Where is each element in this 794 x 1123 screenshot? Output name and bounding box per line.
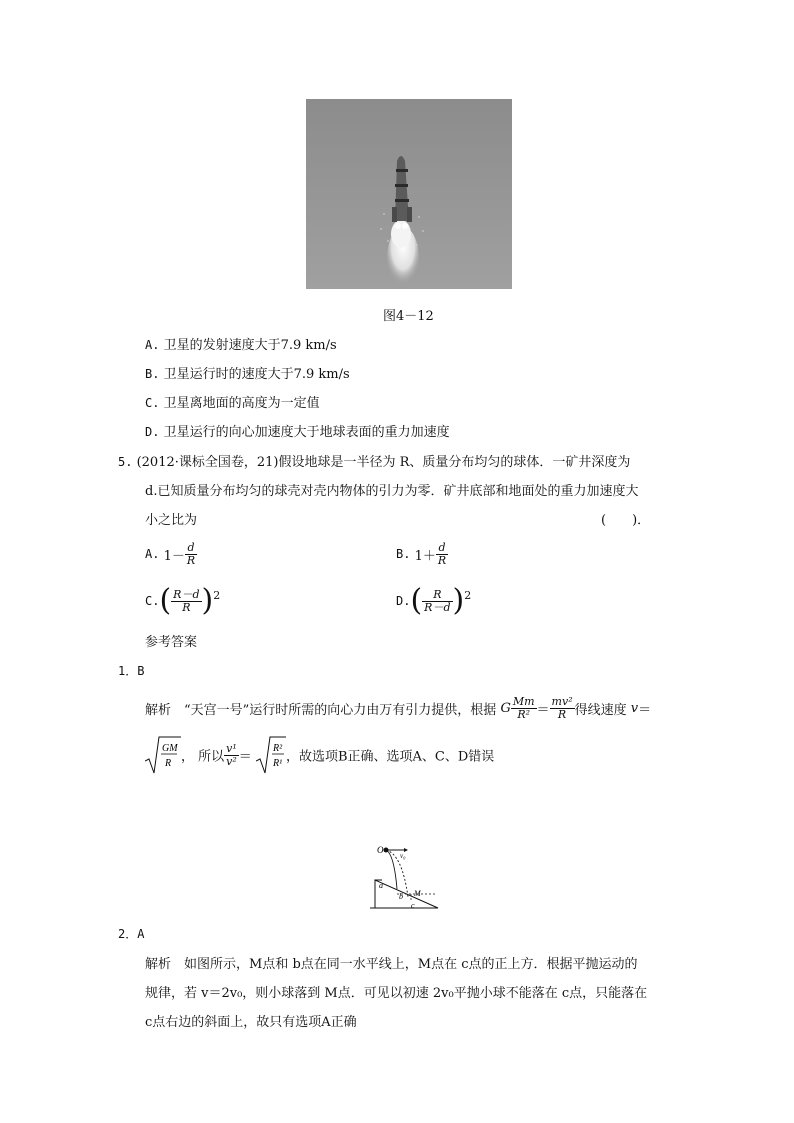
label-o: O (377, 845, 384, 855)
svg-text:R: R (165, 758, 172, 769)
label-b: b (399, 892, 403, 901)
q4-option-a[interactable]: A. 卫星的发射速度大于7.9 km/s (145, 338, 337, 353)
q5-line-1: 5. (2012·课标全国卷，21)假设地球是一半径为 R、质量分布均匀的球体．一矿井深度为 (118, 455, 631, 470)
answer-2-explanation-line-3: c点右边的斜面上，故只有选项A正确 (145, 1015, 357, 1030)
sqrt-gm-over-r (145, 735, 181, 775)
label-c: c (411, 901, 415, 910)
q5-option-d[interactable]: D.( $\frac{R}{R-d}$ )$^2$ (396, 583, 472, 618)
fraction-d-over-r: $\frac{d}{R}$ (437, 541, 447, 567)
rocket-launch-photo (306, 99, 512, 289)
fraction-mm-over-r2: $\frac{Mm}{\text{R²}}$ (512, 695, 535, 721)
q4-option-b[interactable]: B. 卫星运行时的速度大于7.9 km/s (145, 367, 350, 382)
svg-text:GM: GM (162, 743, 178, 754)
answer-2-number: 2．A (118, 927, 145, 941)
answer-1-explanation-line-2: GM R ， 所以 $\frac{\text{v¹}}{\text{v²}}$ ＝ R² R¹ ，故选项B正确、选项A、C、D错误 (145, 735, 494, 775)
fraction-mv2-over-r: $\frac{\text{mv²}}{R}$ (551, 695, 573, 721)
fraction-r-minus-d-over-r: $\frac{R-d}{R}$ (173, 587, 200, 614)
label-v0: v₀ (400, 852, 406, 860)
answers-heading: 参考答案 (145, 635, 198, 650)
q5-option-c[interactable]: C.( $\frac{R-d}{R}$ )$^2$ (145, 583, 221, 618)
projectile-diagram (370, 842, 440, 916)
label-m: M (414, 889, 421, 898)
svg-text:R²: R² (272, 743, 283, 754)
figure-caption: 图4－12 (383, 309, 434, 324)
svg-text:R¹: R¹ (272, 758, 283, 769)
answer-2-explanation-line-2: 规律，若 v＝2v₀，则小球落到 M点．可见以初速 2v₀平抛小球不能落在 c点，只能落在 (145, 986, 648, 1001)
q4-option-d[interactable]: D. 卫星运行的向心加速度大于地球表面的重力加速度 (145, 425, 450, 440)
answer-blank: ( )． (601, 513, 651, 528)
rocket-illustration (306, 99, 512, 289)
q4-option-c[interactable]: C. 卫星离地面的高度为一定值 (145, 396, 320, 411)
fraction-r-over-r-minus-d: $\frac{R}{R-d}$ (424, 587, 451, 614)
q5-option-a[interactable]: A. 1－ $\frac{d}{R}$ (145, 541, 196, 567)
fraction-v1-over-v2: $\frac{\text{v¹}}{\text{v²}}$ (226, 741, 237, 768)
answer-2-explanation-line-1: 解析 如图所示，M点和 b点在同一水平线上，M点在 c点的正上方．根据平抛运动的 (145, 957, 638, 972)
q5-line-3: 小之比为 (145, 513, 198, 528)
q5-option-b[interactable]: B. 1＋ $\frac{d}{R}$ (396, 541, 447, 567)
label-a: a (379, 881, 383, 890)
q5-line-2: d.已知质量分布均匀的球壳对壳内物体的引力为零．矿井底部和地面处的重力加速度大 (145, 484, 639, 499)
answer-1-number: 1．B (118, 664, 145, 678)
sqrt-r2-over-r1 (256, 735, 286, 775)
fraction-d-over-r: $\frac{d}{R}$ (186, 541, 196, 567)
answer-1-explanation-line-1: 解析 “天宫一号”运行时所需的向心力由万有引力提供，根据 G $\frac{Mm}{\text{R²}}$ ＝ $\frac{\text{mv²}}{R}$ 得线速度 v＝ (145, 695, 652, 721)
